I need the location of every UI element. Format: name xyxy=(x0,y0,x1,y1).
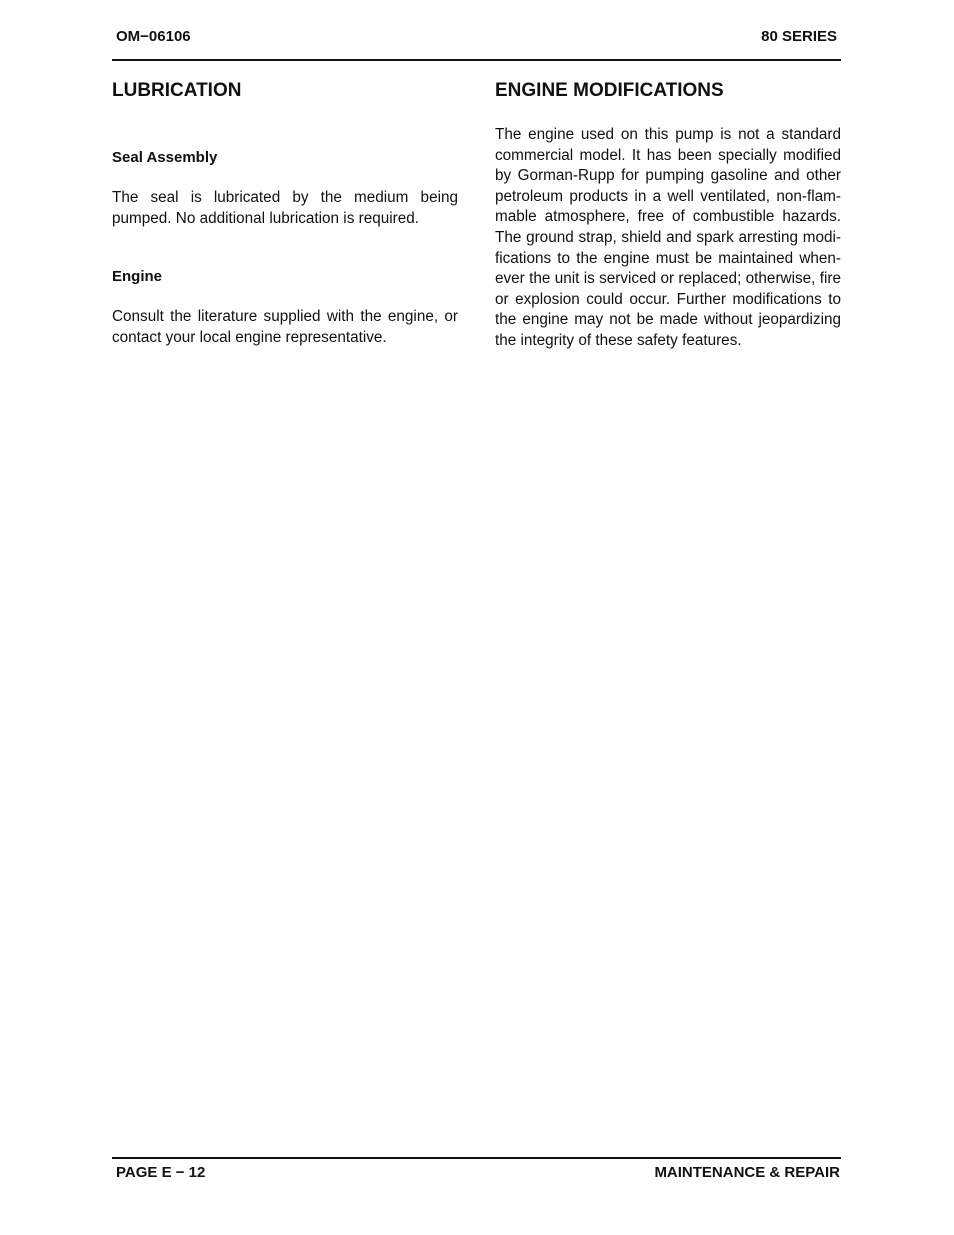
footer-divider xyxy=(112,1157,841,1159)
seal-assembly-text: The seal is lubricated by the medium being pumped. No additional lubrication is required. xyxy=(112,189,458,227)
section-name: MAINTENANCE & REPAIR xyxy=(654,1164,840,1181)
page-footer xyxy=(112,1164,841,1184)
page-number: PAGE E − 12 xyxy=(116,1164,206,1181)
engine-text: Consult the literature supplied with the engine, or contact your local engine representative. xyxy=(112,308,458,346)
header-divider xyxy=(112,59,841,61)
lubrication-heading: LUBRICATION xyxy=(112,80,242,101)
series-label: 80 SERIES xyxy=(761,28,837,45)
page-header xyxy=(112,28,841,48)
engine-modifications-column xyxy=(495,78,841,352)
lubrication-column xyxy=(112,78,458,348)
engine-modifications-text: The engine used on this pump is not a standard commercial model. It has been specially modified by Gorman-Rupp for pumping gasoline and other petroleum products in a well ventilated, non-flammable atmosphere, free of combustible hazards. The ground strap, shield and spark arresting modifications to the engine must be maintained whenever the unit is serviced or replaced; otherwise, fire or explosion could occur. Further modifications to the engine may not be made without jeopardizing the integrity of these safety features. xyxy=(495,126,841,349)
engine-heading: Engine xyxy=(112,268,163,286)
doc-number: OM−06106 xyxy=(116,28,191,45)
engine-modifications-heading: ENGINE MODIFICATIONS xyxy=(495,80,724,101)
seal-assembly-heading: Seal Assembly xyxy=(112,149,218,166)
